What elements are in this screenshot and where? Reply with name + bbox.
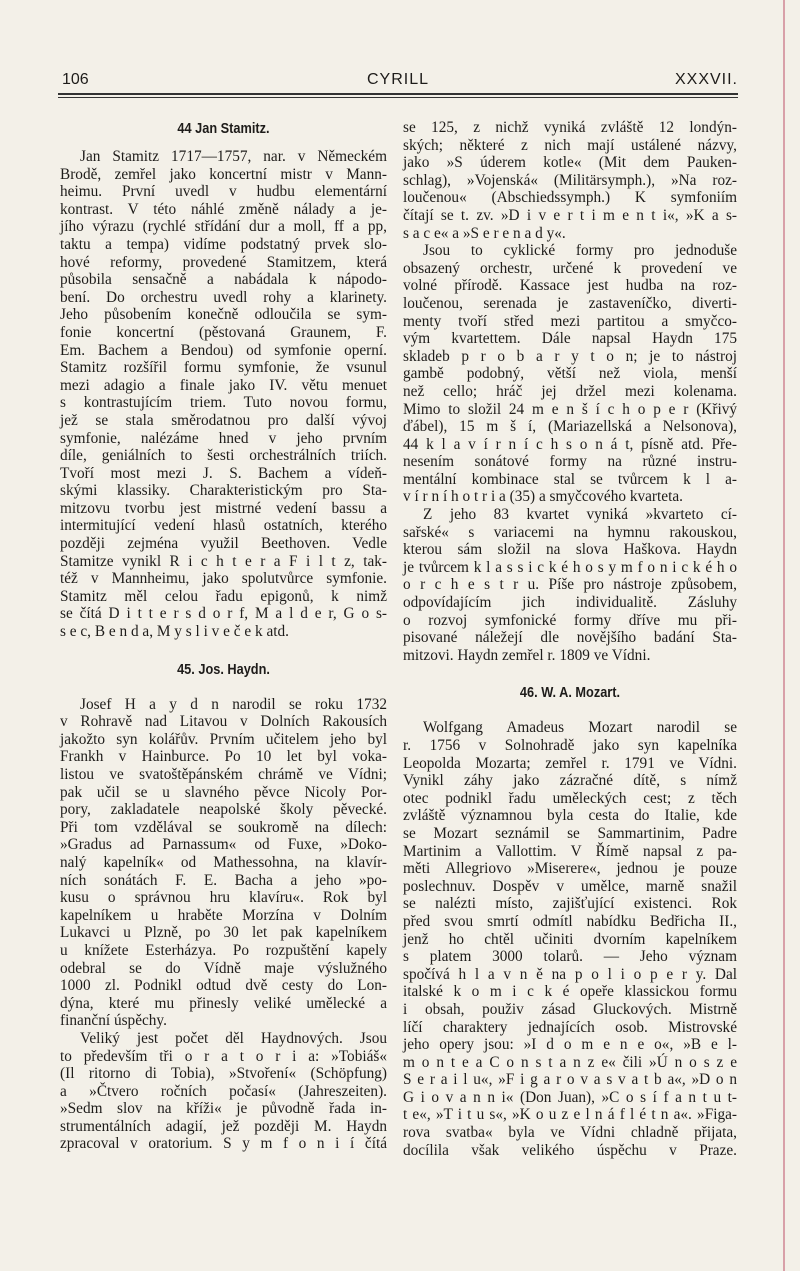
text-line: »Sedm slov na kříži« je původně řada in-	[60, 1100, 387, 1118]
text-line: t e«, »T i t u s«, »K o u z e l n á f l é t n a«. »Figa-	[403, 1106, 737, 1124]
text-line: listou ve svatoštěpánském chrámě ve Vídni;	[60, 766, 387, 783]
text-line: r. 1756 v Solnohradě jako syn kapelníka	[403, 737, 737, 754]
text-line: jenž ho chtěl učiniti dvorním kapelníkem	[403, 930, 737, 948]
text-line: působila sensačně a nabádala k nápodo-	[60, 271, 387, 289]
text-line: Stamitz rozšířil formu symfonie, že vsunul	[60, 359, 387, 377]
text-line: nalý kapelník« od Mathessohna, na klavír-	[60, 853, 387, 871]
text-line: Jsou to cyklické formy pro jednoduše	[423, 242, 737, 260]
text-line: i obsah, použiv zásad Gluckových. Mistrně	[403, 1000, 737, 1018]
text-line: rova svatba« byla ve Vídni chladně přijata,	[403, 1124, 737, 1142]
text-line: finanční úspěchy.	[60, 1012, 167, 1030]
text-line: taktu a tempa) vidíme podstatný prvek slo-	[60, 235, 387, 253]
text-line: s kontrastujícím triem. Tuto novou formu,	[60, 394, 387, 412]
text-line: čítají se t. zv. »D i v e r t i m e n t i«, »K a s-	[403, 206, 737, 224]
paragraph	[403, 119, 737, 242]
text-line: líčí charaktery jednajících osob. Mistrovské	[403, 1018, 737, 1036]
text-line: intermitující vedení hlasů ostatních, kterého	[60, 517, 387, 535]
text-line: poslechnuv. Dospěv v umělce, marně snažil	[403, 877, 737, 895]
text-line: Veliký jest počet děl Haydnových. Jsou	[80, 1029, 387, 1047]
text-line: ďábel), 15 m š í, (Mariazellská a Nelsonova),	[403, 418, 737, 436]
text-line: jako »S úderem kotle« (Mit dem Pauken-	[403, 154, 737, 172]
text-line: Stamitz měl celou řadu epigonů, k nimž	[60, 587, 387, 605]
text-line: s e c, B e n d a, M y s l i v e č e k atd.	[60, 623, 289, 641]
text-line: Martinim a Vallottim. V Římě napsal z pa-	[403, 842, 737, 860]
text-line: obsazený orchestr, určené k provedení ve	[403, 259, 737, 277]
text-line: kapelníkem u hraběte Morzína v Dolním	[60, 906, 387, 924]
text-line: Při tom vzdělával se soukromě na dílech:	[60, 818, 387, 836]
text-line: Wolfgang Amadeus Mozart narodil se	[423, 719, 737, 737]
paragraph	[403, 506, 737, 664]
text-line: v Rohravě nad Litavou v Dolních Rakousích	[60, 713, 387, 731]
text-line: zpracoval v oratorium. S y m f o n i í čítá	[60, 1135, 387, 1153]
text-line: gambě podobný, větší než viola, menší	[403, 365, 737, 383]
text-line: a »Čtvero ročních počasí« (Jahreszeiten).	[60, 1082, 387, 1100]
text-line: Josef H a y d n narodil se roku 1732	[80, 695, 387, 713]
text-line: mentální kombinace stal se tvůrcem k l a-	[403, 470, 737, 488]
text-line: se Mozart seznámil se Sammartinim, Padre	[403, 824, 737, 842]
text-line: pory, zakladatele neapolské školy pěvecké.	[60, 801, 387, 819]
text-line: spočívá h l a v n ě na p o l i o p e r y. Dal	[403, 965, 737, 983]
text-line: heimu. První uvedl v hudbu elementární	[60, 183, 387, 201]
text-line: strumentálních adagií, jež později M. Haydn	[60, 1117, 387, 1135]
volume-number: XXXVII.	[674, 71, 738, 88]
text-line: mezi adagio a finale jako IV. větu menuet	[60, 376, 387, 394]
text-line: kterou sám složil na slova Haškova. Haydn	[403, 541, 737, 559]
text-line: později zejména využil Beethoven. Vedle	[60, 535, 387, 553]
text-line: ských; některé z nich mají ustálené názvy,	[403, 136, 737, 154]
text-line: m o n t e a C o n s t a n z e« čili »Ú n o s z e	[403, 1053, 737, 1071]
text-line: nesením sonátové formy na různé instru-	[403, 453, 737, 471]
text-line: o rozvoj symfonické formy dříve mu při-	[403, 611, 737, 629]
section-heading: 45. Jos. Haydn.	[177, 660, 270, 678]
text-line: u knížete Esterházya. Po rozpuštění kapely	[60, 941, 387, 959]
section-heading: 44 Jan Stamitz.	[177, 120, 270, 137]
text-line: Frankh v Hainburce. Po 10 let byl voka-	[60, 748, 387, 766]
text-line: Em. Bachem a Bendou) od symfonie operní.	[60, 341, 387, 359]
text-line: schlag), »Vojenská« (Militärsymph.), »Na roz-	[403, 171, 737, 189]
text-line: vým kvartettem. Dále napsal Haydn 175	[403, 330, 737, 348]
text-line: Z jeho 83 kvartet vyniká »kvarteto cí-	[423, 506, 737, 524]
text-line: docílila však velikého úspěchu v Praze.	[403, 1141, 737, 1159]
text-line: jakožto syn kolářův. Prvním učitelem jeho byl	[60, 730, 387, 748]
text-line: Vynikl záhy jako zázračné dítě, s nímž	[403, 772, 737, 790]
text-line: symfonie, nalézáme hned v jeho prvním	[60, 429, 387, 447]
text-line: »Gradus ad Parnassum« od Fuxe, »Doko-	[60, 836, 387, 854]
text-line: než cello; hráč jej držel mezi kolenama.	[403, 382, 737, 400]
text-line: loučenou, serenada je zastaveníčko, diverti-	[403, 294, 737, 312]
text-line: Lukavci u Plzně, po 30 let pak kapelníkem	[60, 924, 387, 942]
text-line: s a c e« a »S e r e n a d y«.	[403, 224, 566, 242]
text-line: Leopolda Mozarta; zemřel r. 1791 ve Vídni.	[403, 754, 737, 772]
text-line: to především tři o r a t o r i a: »Tobiáš«	[60, 1047, 387, 1065]
text-line: v í r n í h o t r i a (35) a smyčcového kvarteta.	[403, 488, 683, 506]
running-header	[58, 71, 738, 93]
text-line: zvláště významnou byla cesta do Italie, kde	[403, 807, 737, 825]
text-line: 1000 zl. Podnikl odtud dvě cesty do Lon-	[60, 977, 387, 995]
paragraph	[60, 696, 387, 1030]
text-line: hové reformy, provedené Stamitzem, která	[60, 253, 387, 271]
text-line: Tvoří most mezi J. S. Bachem a vídeň-	[60, 464, 387, 482]
text-line: díle, geniálních to šesti orchestrálních triích.	[60, 447, 387, 465]
text-line: dýna, které mu přinesly veliké umělecké a	[60, 994, 387, 1012]
paragraph	[60, 148, 387, 641]
text-line: s platem 3000 tolarů. — Jeho význam	[403, 948, 737, 966]
text-line: kusu o správnou hru klavíru«. Rok byl	[60, 889, 387, 907]
text-line: G i o v a n n i« (Don Juan), »C o s í f a n t u t-	[403, 1088, 737, 1106]
text-line: pisované náležejí dle novějšího badání Sta-	[403, 629, 737, 647]
paragraph	[60, 1030, 387, 1153]
text-line: Stamitze vynikl R i c h t e r a F i l t z, tak-	[60, 552, 387, 570]
text-line: je tvůrcem k l a s s i c k é h o s y m f o n i c k é h o	[403, 558, 737, 576]
page-edge-line	[783, 0, 785, 1271]
running-title: CYRILL	[366, 71, 430, 88]
header-rule-thick	[58, 93, 738, 95]
header-rule-thin	[58, 97, 738, 98]
text-line: skladeb p r o b a r y t o n; je to nástroj	[403, 347, 737, 365]
text-line: ních sonátách F. E. Bacha a jeho »po-	[60, 871, 387, 889]
text-line: menty tvoří střed mezi partitou a smyčco-	[403, 312, 737, 330]
text-line: Mimo to složil 24 m e n š í c h o p e r (Křivý	[403, 400, 737, 418]
text-line: před svou smrtí odmítl nabídku Bedřicha II.,	[403, 912, 737, 930]
text-line: Jeho působením konečně odloučila se sym-	[60, 306, 387, 324]
text-line: měti Allegriovo »Miserere«, jednou je pouze	[403, 860, 737, 878]
text-line: mitzovi. Haydn zemřel r. 1809 ve Vídni.	[403, 646, 651, 664]
text-line: S e r a i l u«, »F i g a r o v a s v a t b a«, »D o n	[403, 1071, 737, 1089]
text-line: otec podnikl řadu uměleckých cest; z těch	[403, 789, 737, 807]
text-line: loučenou« (Abschiedssymph.) K symfoniím	[403, 189, 737, 207]
text-line: se 125, z nichž vyniká zvláště 12 londýn-	[403, 119, 737, 136]
text-line: o r c h e s t r u. Píše pro nástroje způsobem,	[403, 576, 737, 594]
paragraph	[403, 719, 737, 1159]
text-line: se čítá D i t t e r s d o r f, M a l d e r, G o s-	[60, 605, 387, 623]
left-column	[60, 119, 387, 1153]
text-line: sařské« s variacemi na hymnu rakouskou,	[403, 523, 737, 541]
text-line: jež se stala směrodatnou pro další vývoj	[60, 411, 387, 429]
text-line: jího výrazu (rychlé střídání dur a moll, ff a pp,	[60, 218, 387, 236]
text-line: odebral se do Vídně maje výslužného	[60, 959, 387, 977]
text-line: pak učil se u slavného pěvce Nicoly Por-	[60, 783, 387, 801]
section-heading: 46. W. A. Mozart.	[519, 684, 621, 702]
text-line: (Il ritorno di Tobia), »Stvoření« (Schöpfung)	[60, 1065, 387, 1083]
text-line: skými klassiky. Charakteristickým pro Sta-	[60, 482, 387, 500]
page-number: 106	[62, 71, 89, 88]
text-line: Brodě, zemřel jako koncertní mistr v Mann-	[60, 165, 387, 183]
text-line: jeho opery jsou: »I d o m e n e o«, »B e l-	[403, 1036, 737, 1054]
right-column	[403, 119, 737, 1159]
text-line: kontrast. V této náhlé změně nálady a je-	[60, 200, 387, 218]
text-line: mitzovu tvorbu jest mistrné vedení bassu a	[60, 499, 387, 517]
text-line: též v Mannheimu, jako spolutvůrce symfonie.	[60, 570, 387, 588]
text-line: odpovídajícím jich individualitě. Zásluhy	[403, 594, 737, 612]
text-line: 44 k l a v í r n í c h s o n á t, písně atd. Pře-	[403, 435, 737, 453]
text-line: Jan Stamitz 1717—1757, nar. v Německém	[80, 148, 387, 165]
paragraph	[403, 242, 737, 506]
text-line: fonie koncertní (pěstovaná Graunem, F.	[60, 323, 387, 341]
text-line: volné přírodě. Kassace jest hudba na roz-	[403, 277, 737, 295]
text-line: se nalézti místo, zajišťující existenci. Rok	[403, 895, 737, 913]
text-line: bení. Do orchestru uvedl rohy a klarinety.	[60, 288, 387, 306]
text-line: italské k o m i c k é opeře klassickou formu	[403, 983, 737, 1001]
